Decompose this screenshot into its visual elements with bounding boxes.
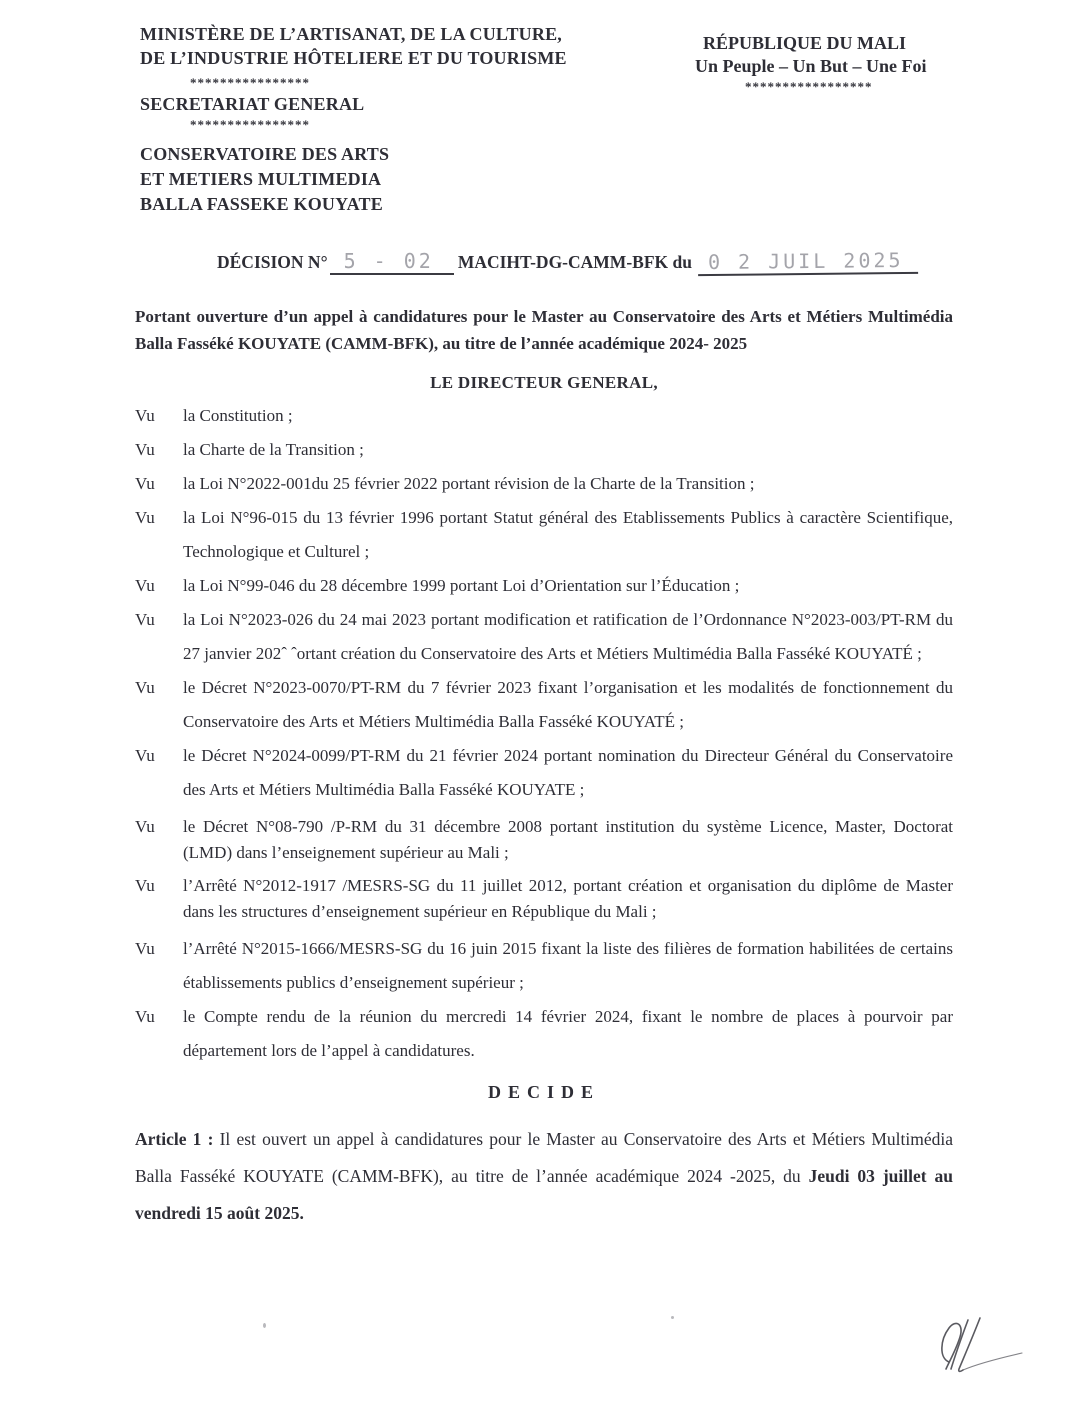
- ministry-line2: DE L’INDUSTRIE HÔTELIERE ET DU TOURISME: [140, 48, 567, 68]
- national-motto: Un Peuple – Un But – Une Foi: [695, 56, 927, 76]
- letterhead-right: [695, 32, 1025, 96]
- vu-label: Vu: [135, 406, 155, 425]
- letterhead-left: [140, 22, 640, 217]
- vu-label: Vu: [135, 817, 155, 836]
- vu-item: [135, 1000, 953, 1068]
- vu-item: [135, 739, 953, 807]
- ministry-line1: MINISTÈRE DE L’ARTISANAT, DE LA CULTURE,: [140, 24, 562, 44]
- vu-label: Vu: [135, 610, 155, 629]
- vu-text: la Constitution ;: [183, 406, 293, 425]
- decision-middle: MACIHT-DG-CAMM-BFK du: [457, 252, 692, 272]
- article-1-body: Il est ouvert un appel à candidatures pour le Master au Conservatoire des Arts et Métiers Multimédia Balla Fasséké KOUYATE (CAMM-BFK), au titre de l’année académique 2024 -2025, du: [135, 1128, 953, 1186]
- decision-number-stamp: 5 - 02: [330, 250, 454, 275]
- vu-label: Vu: [135, 1007, 155, 1026]
- vu-item: [135, 501, 953, 569]
- vu-label: Vu: [135, 508, 155, 527]
- vu-item: [135, 932, 953, 1000]
- vu-item: [135, 467, 953, 501]
- org-line1: CONSERVATOIRE DES ARTS: [140, 144, 390, 164]
- vu-item: [135, 603, 953, 671]
- secretariat-line: SECRETARIAT GENERAL: [140, 94, 365, 114]
- scan-speck: [263, 1323, 266, 1328]
- vu-item: [135, 399, 953, 433]
- vu-list: [135, 399, 953, 1068]
- org-line2: ET METIERS MULTIMEDIA: [140, 169, 382, 189]
- vu-text: la Charte de la Transition ;: [183, 440, 364, 459]
- vu-item: [135, 433, 953, 467]
- vu-label: Vu: [135, 939, 155, 958]
- vu-text: le Décret N°2024-0099/PT-RM du 21 février 2024 portant nomination du Directeur Général du Conservatoire des Arts et Métiers Multimédia Balla Fasséké KOUYATE ;: [183, 746, 953, 799]
- stars-separator: *****************: [745, 79, 873, 94]
- vu-text: la Loi N°99-046 du 28 décembre 1999 portant Loi d’Orientation sur l’Éducation ;: [183, 576, 740, 595]
- vu-item: [135, 873, 953, 925]
- vu-text: le Décret N°2023-0070/PT-RM du 7 février 2023 fixant l’organisation et les modalités de fonctionnement du Conservatoire des Arts et Métiers Multimédia Balla Fasséké KOUYATÉ ;: [183, 678, 953, 731]
- vu-text: le Compte rendu de la réunion du mercredi 14 février 2024, fixant le nombre de places à pourvoir par département lors de l’appel à candidatures.: [183, 1007, 953, 1060]
- vu-text: la Loi N°96-015 du 13 février 1996 portant Statut général des Etablissements Publics à caractère Scientifique, Technologique et Culturel ;: [183, 508, 953, 561]
- decide-heading: DECIDE: [487, 1082, 600, 1102]
- vu-label: Vu: [135, 440, 155, 459]
- article-1-dates: Jeudi 03 juillet au vendredi 15 août 2025.: [135, 1165, 953, 1223]
- decision-subject: Portant ouverture d’un appel à candidatures pour le Master au Conservatoire des Arts et Métiers Multimédia Balla Fasséké KOUYATE (CAMM-BFK), au titre de l’année académique 2024- 2025: [135, 307, 953, 353]
- vu-text: l’Arrêté N°2012-1917 /MESRS-SG du 11 juillet 2012, portant création et organisation du diplôme de Master dans les structures d’enseignement supérieur en République du Mali ;: [183, 876, 953, 921]
- signature-glyph: [922, 1312, 1032, 1382]
- vu-text: l’Arrêté N°2015-1666/MESRS-SG du 16 juin 2015 fixant la liste des filières de formation habilitées de certains établissements publics d’enseignement supérieur ;: [183, 939, 953, 992]
- country-name: RÉPUBLIQUE DU MALI: [703, 33, 907, 53]
- scan-speck: [671, 1316, 674, 1319]
- vu-label: Vu: [135, 474, 155, 493]
- authority-heading: LE DIRECTEUR GENERAL,: [430, 373, 658, 392]
- vu-item: [135, 671, 953, 739]
- decision-date-stamp: 0 2 JUIL 2025: [698, 249, 918, 276]
- vu-text: la Loi N°2023-026 du 24 mai 2023 portant modification et ratification de l’Ordonnance N°2023-003/PT-RM du 27 janvier 202ˆ ˆortant création du Conservatoire des Arts et Métiers Multimédia Balla Fasséké KOUYATÉ ;: [183, 610, 953, 663]
- stars-separator: ****************: [190, 75, 310, 90]
- vu-text: la Loi N°2022-001du 25 février 2022 portant révision de la Charte de la Transition ;: [183, 474, 755, 493]
- decision-title: [135, 247, 953, 275]
- article-1-label: Article 1 :: [135, 1128, 214, 1149]
- signature: [922, 1312, 1032, 1382]
- vu-label: Vu: [135, 746, 155, 765]
- document-body: [135, 247, 953, 1249]
- vu-label: Vu: [135, 678, 155, 697]
- stars-separator: ****************: [190, 117, 310, 132]
- vu-item: [135, 814, 953, 866]
- article-1: [135, 1121, 953, 1232]
- vu-label: Vu: [135, 576, 155, 595]
- decision-prefix: DÉCISION N°: [217, 252, 328, 272]
- vu-label: Vu: [135, 876, 155, 895]
- vu-item: [135, 569, 953, 603]
- org-line3: BALLA FASSEKE KOUYATE: [140, 194, 383, 214]
- vu-text: le Décret N°08-790 /P-RM du 31 décembre 2008 portant institution du système Licence, Master, Doctorat (LMD) dans l’enseignement supérieur au Mali ;: [183, 817, 953, 862]
